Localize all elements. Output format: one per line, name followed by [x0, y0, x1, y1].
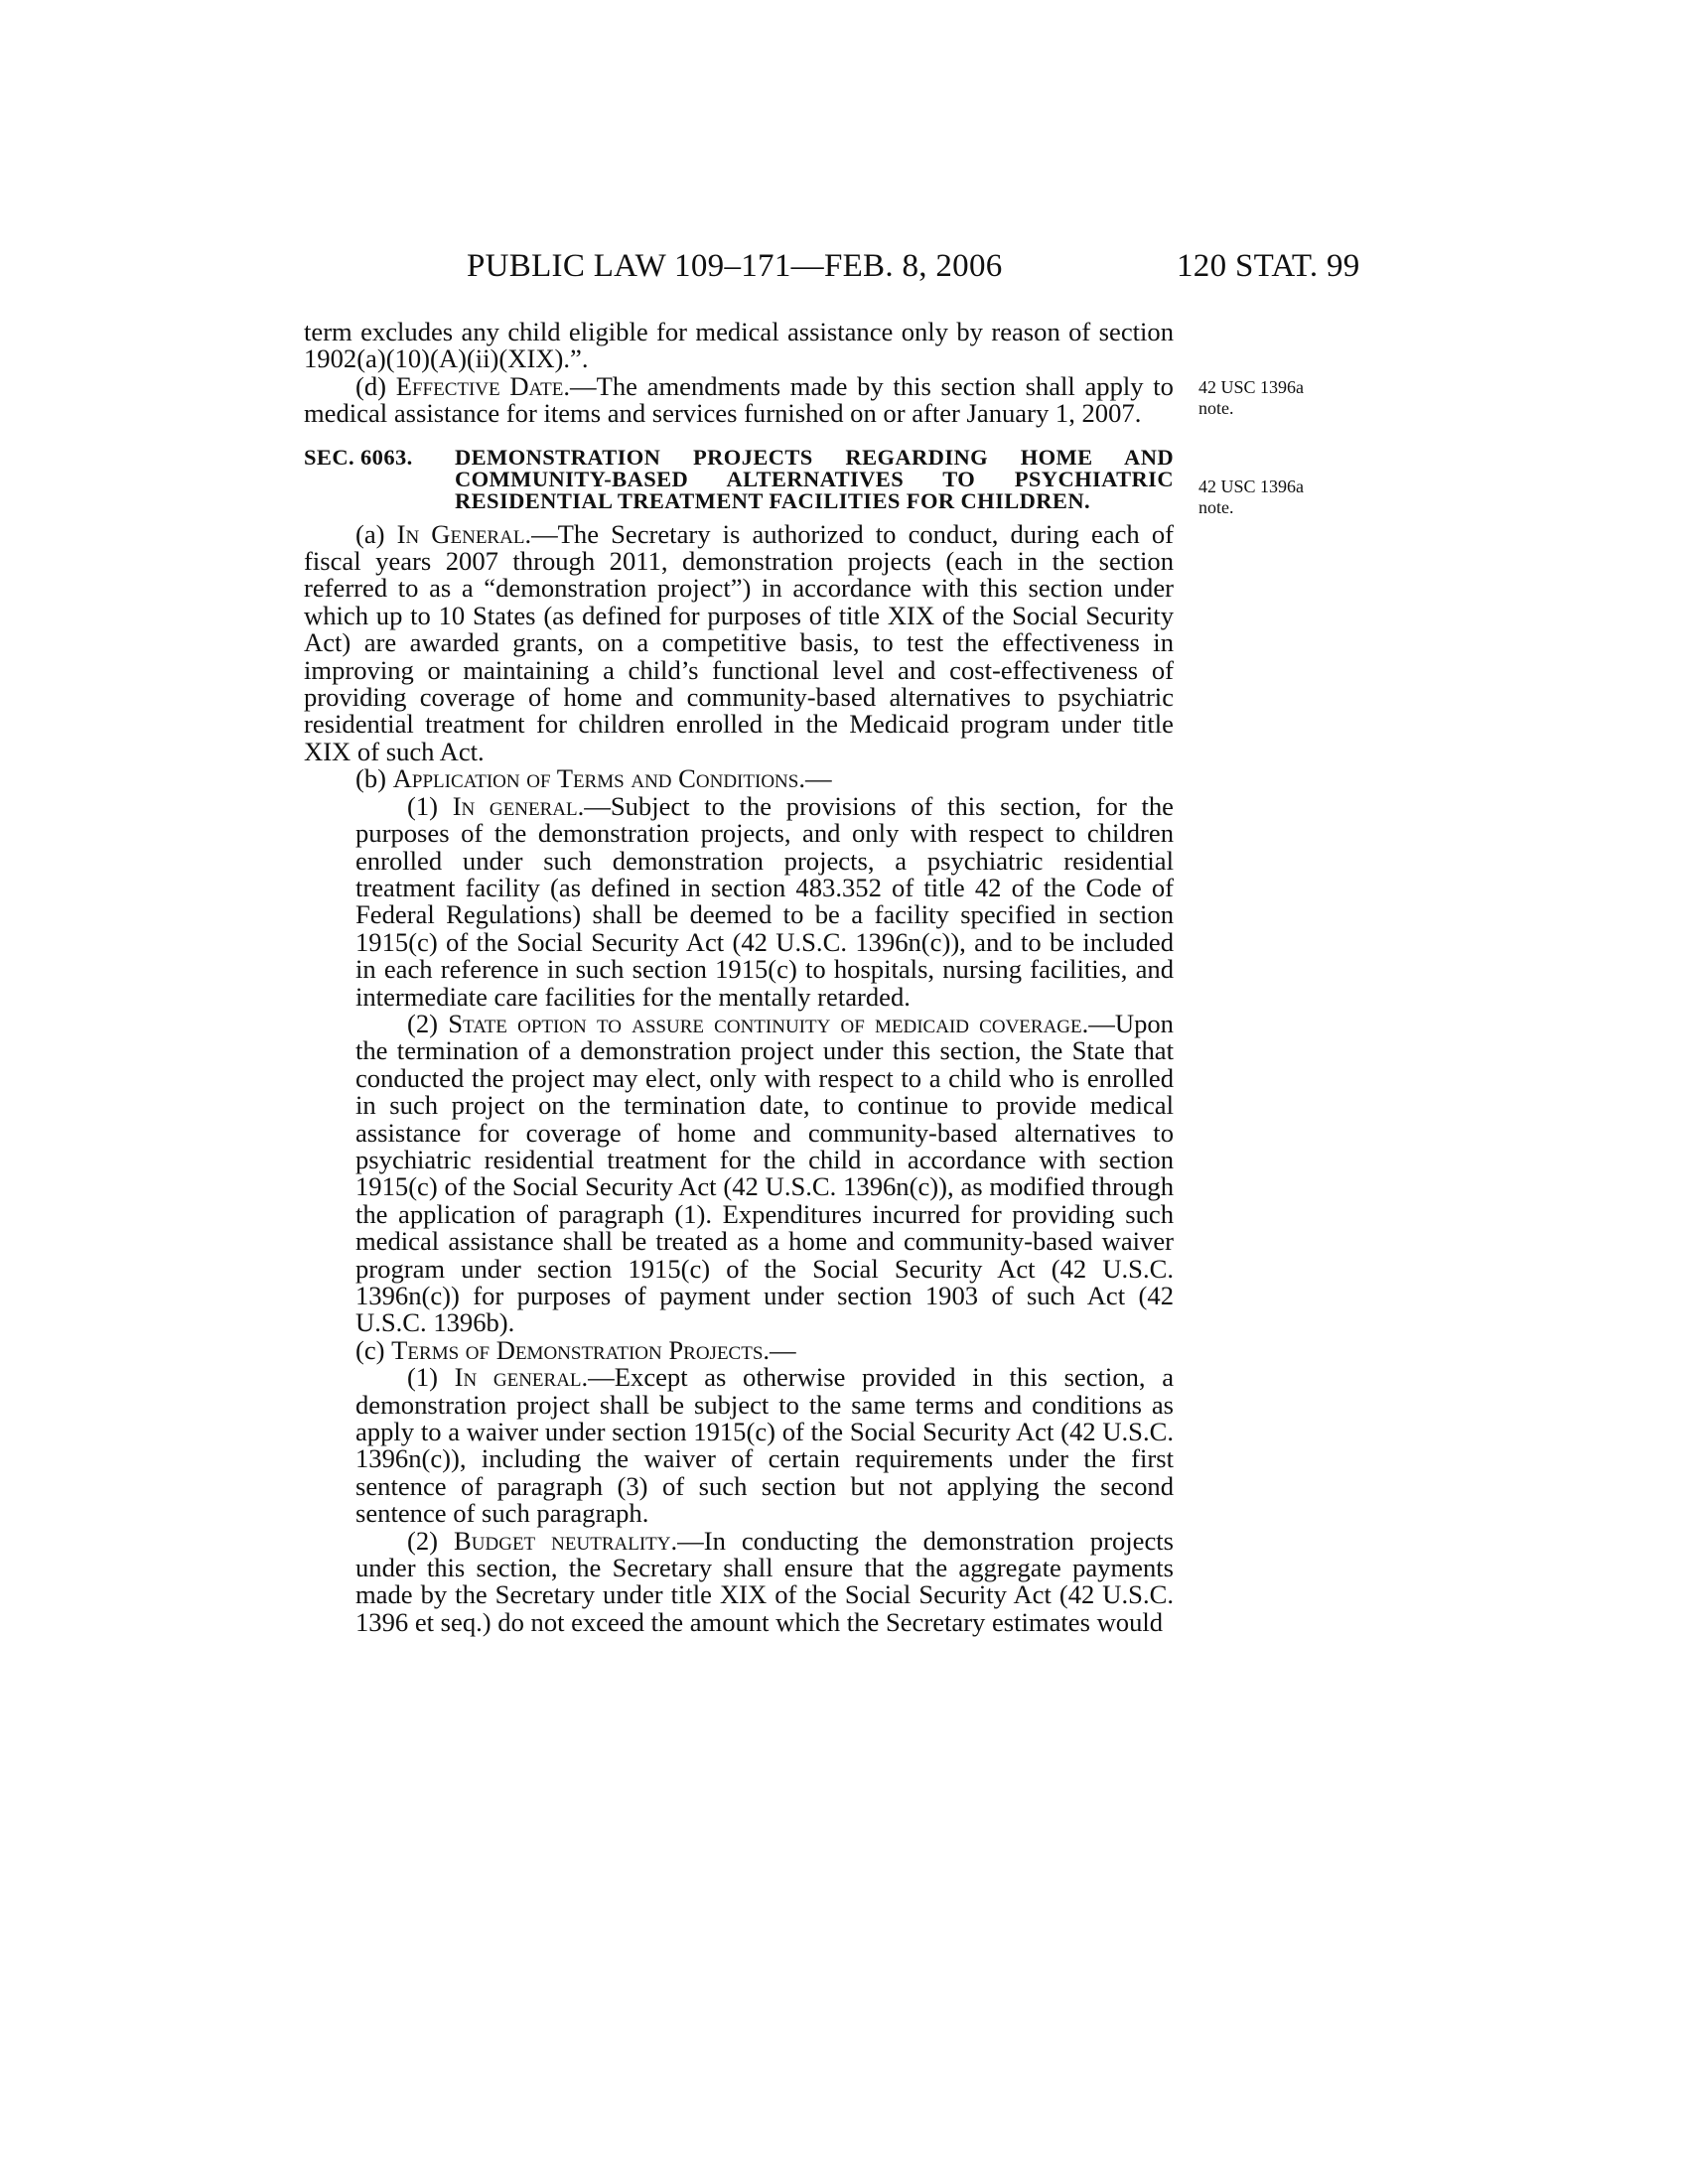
- margin-note-effective-date: [1198, 377, 1347, 419]
- paragraph-heading: State option to assure continuity of medicaid coverage: [448, 1008, 1082, 1038]
- margin-note-section-6063: [1198, 477, 1347, 518]
- paragraph-c1: [304, 1364, 1174, 1527]
- paragraph-b1: [304, 790, 1174, 1012]
- paragraph-text: .—Except as otherwise provided in this section, a demonstration project shall be subject to the same terms and conditions as apply to a waiver under section 1915(c) of the Social Security Act (42 U.S.C. 1396n(c)), including the waiver of certain requirements under the first sentence of paragraph (3) of such section but not applying the second sentence of such paragraph.: [355, 1362, 1174, 1529]
- section-number: SEC. 6063.: [304, 444, 413, 470]
- subsection-suffix: .—: [763, 1334, 796, 1365]
- subsection-heading: Effective Date: [395, 370, 564, 401]
- subsection-text: .—The Secretary is authorized to conduct, during each of fiscal years 2007 through 2011, demonstration projects (each in the section referred to as a “demonstration project”) in accordance with this section under which up to 10 States (as defined for purposes of title XIX of the Social Security Act) are awarded grants, on a competitive basis, to test the effectiveness in improving or maintaining a child’s functional level and cost-effectiveness of providing coverage of home and community-based alternatives to psychiatric residential treatment for children enrolled in the Medicaid program under title XIX of such Act.: [304, 518, 1174, 766]
- subsection-prefix: (d): [355, 370, 396, 401]
- margin-note-citation: 42 USC 1396a: [1198, 377, 1305, 397]
- margin-note-label: note.: [1198, 398, 1234, 418]
- paragraph-b2: [304, 1008, 1174, 1338]
- paragraph-heading: In general: [452, 790, 578, 821]
- subsection-heading: In General: [396, 518, 525, 549]
- paragraph-text: .—In conducting the demonstration projects under this section, the Secretary shall ensure that the aggregate payments made by the Secretary under title XIX of the Social Security Act (42 U.S.C. 1396 et seq.) do not exceed the amount which the Secretary estimates would: [355, 1525, 1174, 1637]
- paragraph-prefix: (1): [407, 1362, 455, 1393]
- subsection-heading: Terms of Demonstration Projects: [391, 1334, 764, 1365]
- subsection-b: [304, 765, 1174, 792]
- paragraph-heading: Budget neutrality: [454, 1525, 671, 1556]
- subsection-prefix: (a): [355, 518, 397, 549]
- paragraph-c2: [304, 1525, 1174, 1637]
- statute-body: [304, 319, 1174, 1636]
- paragraph-prefix: (1): [407, 790, 453, 821]
- paragraph-text: .—Subject to the provisions of this section, for the purposes of the demonstration projects, and only with respect to children enrolled under such demonstration projects, a psychiatric residential treatment facility (as defined in section 483.352 of title 42 of the Code of Federal Regulations) shall be deemed to be a facility specified in section 1915(c) of the Social Security Act (42 U.S.C. 1396n(c)), and to be included in each reference in such section 1915(c) to hospitals, nursing facilities, and intermediate care facilities for the mentally retarded.: [355, 790, 1174, 1012]
- margin-note-citation: 42 USC 1396a: [1198, 477, 1305, 496]
- section-heading: [304, 444, 1174, 513]
- subsection-d-effective-date: [304, 370, 1174, 429]
- section-title: DEMONSTRATION PROJECTS REGARDING HOME AND COMMUNITY-BASED ALTERNATIVES TO PSYCHIATRIC RESIDENTIAL TREATMENT FACILITIES FOR CHILDREN.: [455, 444, 1174, 513]
- subsection-a: [304, 518, 1174, 766]
- subsection-heading: Application of Terms and Conditions: [392, 763, 799, 794]
- page-reference: 120 STAT. 99: [1177, 248, 1360, 284]
- subsection-c: [304, 1334, 1174, 1365]
- running-title: PUBLIC LAW 109–171—FEB. 8, 2006: [467, 248, 1003, 284]
- paragraph-prefix: (2): [407, 1525, 455, 1556]
- subsection-prefix: (b): [355, 763, 393, 794]
- paragraph-prefix: (2): [407, 1008, 449, 1038]
- subsection-text: .—The amendments made by this section shall apply to medical assistance for items and services furnished on or after January 1, 2007.: [304, 370, 1174, 429]
- paragraph-text: .—Upon the termination of a demonstration project under this section, the State that conducted the project may elect, only with respect to a child who is enrolled in such project on the termination date, to continue to provide medical assistance for coverage of home and community-based alternatives to psychiatric residential treatment for the child in accordance with section 1915(c) of the Social Security Act (42 U.S.C. 1396n(c)), as modified through the application of paragraph (1). Expenditures incurred for providing such medical assistance shall be treated as a home and community-based waiver program under section 1915(c) of the Social Security Act (42 U.S.C. 1396n(c)) for purposes of payment under section 1903 of such Act (42 U.S.C. 1396b).: [355, 1008, 1174, 1338]
- subsection-prefix: (c): [355, 1334, 392, 1365]
- subsection-suffix: .—: [798, 763, 832, 794]
- continued-paragraph: term excludes any child eligible for medical assistance only by reason of section 1902(a)(10)(A)(ii)(XIX).”.: [304, 317, 1174, 374]
- paragraph-heading: In general: [454, 1362, 582, 1393]
- margin-note-label: note.: [1198, 497, 1234, 517]
